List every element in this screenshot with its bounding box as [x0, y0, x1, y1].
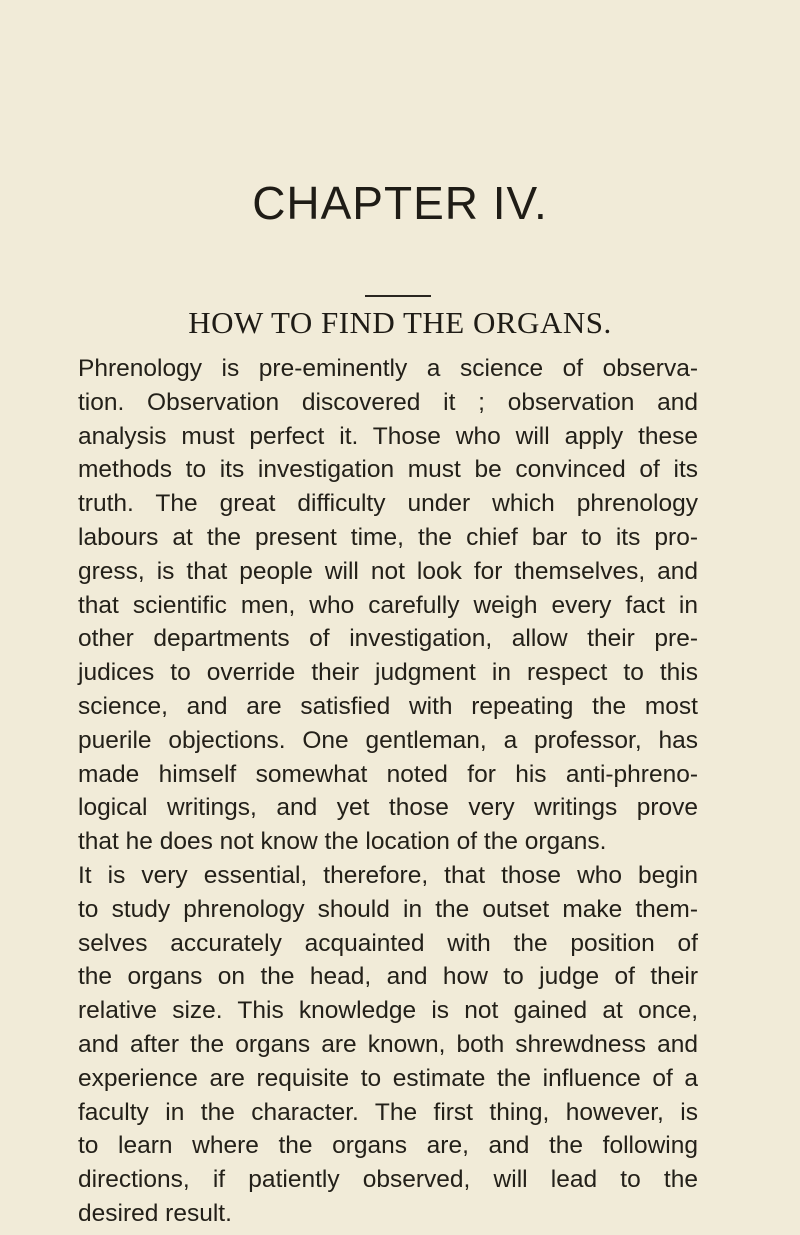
- text-line: selves accurately acquainted with the position of: [78, 929, 698, 957]
- text-line: to learn where the organs are, and the following: [78, 1132, 698, 1160]
- text-line: logical writings, and yet those very writings prove: [78, 794, 698, 822]
- text-line: puerile objections. One gentleman, a professor, has: [78, 726, 698, 754]
- text-line: that he does not know the location of the organs.: [78, 828, 607, 856]
- text-line: tion. Observation discovered it ; observation and: [78, 388, 698, 416]
- text-line: and after the organs are known, both shrewdness and: [78, 1030, 698, 1058]
- text-line: gress, is that people will not look for themselves, and: [78, 557, 698, 585]
- text-line: directions, if patiently observed, will lead to the: [78, 1166, 698, 1194]
- text-line: analysis must perfect it. Those who will apply these: [78, 422, 698, 450]
- text-line: the organs on the head, and how to judge of their: [78, 963, 698, 991]
- heading-divider-rule: [365, 295, 431, 297]
- body-paragraphs: [78, 352, 698, 1231]
- chapter-heading: CHAPTER IV.: [252, 177, 548, 229]
- text-line: Phrenology is pre-eminently a science of observa-: [78, 355, 698, 382]
- text-line: to study phrenology should in the outset make them-: [78, 895, 698, 923]
- text-line: faculty in the character. The first thing, however, is: [78, 1098, 698, 1126]
- text-line: experience are requisite to estimate the influence of a: [78, 1064, 698, 1092]
- text-line: desired result.: [78, 1199, 232, 1227]
- section-title: HOW TO FIND THE ORGANS.: [188, 305, 612, 340]
- text-line: relative size. This knowledge is not gained at once,: [78, 997, 698, 1025]
- text-line: other departments of investigation, allow their pre-: [78, 625, 698, 653]
- text-line: truth. The great difficulty under which phrenology: [78, 490, 698, 518]
- text-line: methods to its investigation must be convinced of its: [78, 456, 698, 484]
- text-line: labours at the present time, the chief bar to its pro-: [78, 523, 698, 551]
- text-line: that scientific men, who carefully weigh every fact in: [78, 591, 698, 619]
- text-line: It is very essential, therefore, that those who begin: [78, 861, 698, 889]
- text-line: made himself somewhat noted for his anti-phreno-: [78, 760, 698, 788]
- text-line: science, and are satisfied with repeating the most: [78, 692, 698, 720]
- text-line: judices to override their judgment in respect to this: [78, 659, 698, 687]
